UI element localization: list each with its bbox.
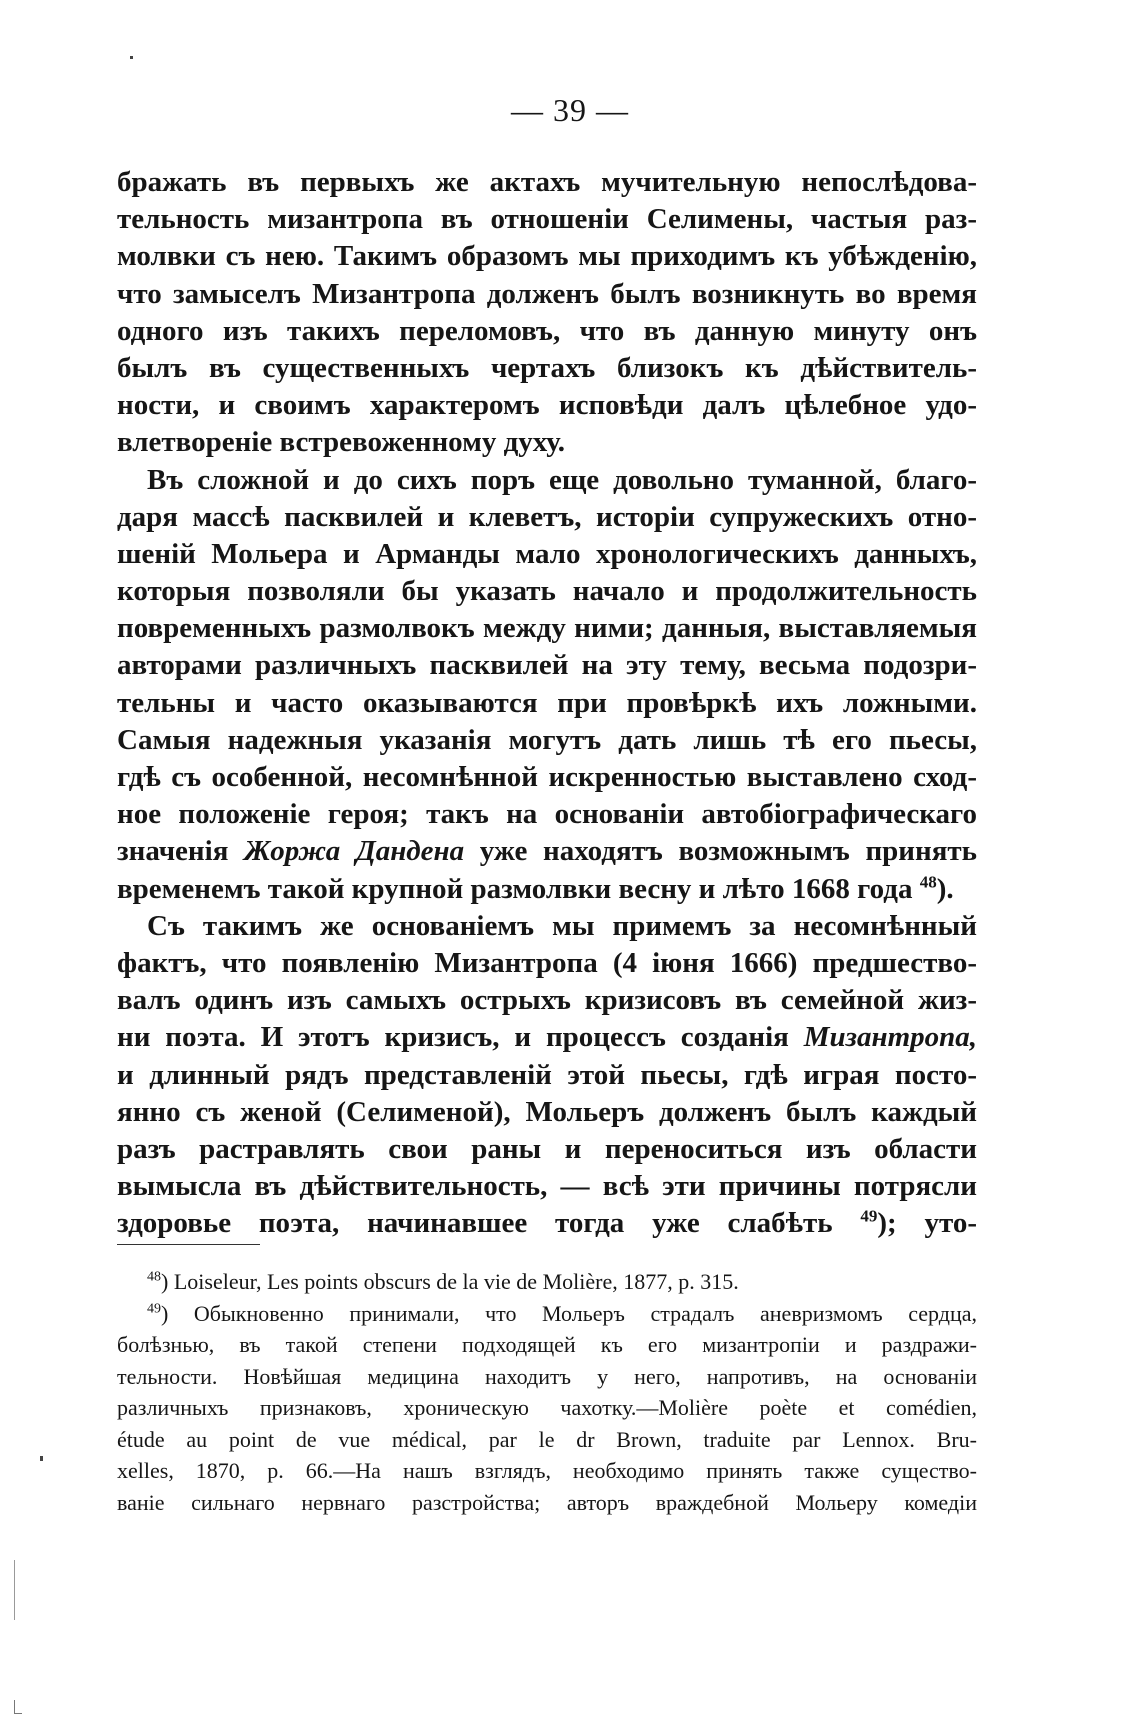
text-segment: ); уто- — [877, 1207, 977, 1240]
text-line: даря массѣ пасквилей и клеветъ, исторіи супружескихъ отно- — [117, 500, 977, 533]
footnotes — [117, 1266, 977, 1518]
italic-title: Мизантропа, — [803, 1021, 977, 1054]
italic-title: Жоржа Дандена — [244, 835, 465, 868]
text-line — [117, 1205, 977, 1242]
text-line: и длинный рядъ представленій этой пьесы, гдѣ играя посто- — [117, 1058, 977, 1091]
footnote-text: ) Loiseleur, Les points obscurs de la vie de Molière, 1877, p. 315. — [161, 1269, 739, 1294]
text-line: ности, и своимъ характеромъ исповѣди далъ цѣлебное удо- — [117, 389, 977, 422]
page-number: — 39 — — [511, 92, 629, 128]
text-line: шеній Мольера и Арманды мало хронологическихъ данныхъ, — [117, 537, 977, 570]
footnote-line: étude au point de vue médical, par le dr Brown, traduite par Lennox. Bru- — [117, 1426, 977, 1452]
text-segment: значенія — [117, 835, 229, 868]
text-line: гдѣ съ особенной, несомнѣнной искренностью выставлено сход- — [117, 761, 977, 793]
text-line: что замыселъ Мизантропа долженъ былъ возникнуть во время — [117, 277, 977, 310]
footnote-line: болѣзнью, въ такой степени подходящей къ его мизантропіи и раздражи- — [117, 1332, 977, 1357]
text-line: одного изъ такихъ переломовъ, что въ данную минуту онъ — [117, 314, 977, 347]
text-line: Самыя надежныя указанія могутъ дать лишь тѣ его пьесы, — [117, 723, 977, 756]
text-line: фактъ, что появленію Мизантропа (4 іюня 1666) предшество- — [117, 946, 977, 979]
text-line: которыя позволяли бы указать начало и продолжительность — [117, 575, 977, 608]
footnote-line: различныхъ признаковъ, хроническую чахотку.—Molière poète et comédien, — [117, 1395, 977, 1420]
text-segment: уже находятъ возможнымъ принять — [479, 835, 977, 868]
text-line: Съ такимъ же основаніемъ мы примемъ за несомнѣнный — [147, 909, 977, 942]
footnote-number: 48 — [147, 1269, 161, 1285]
text-line: Въ сложной и до сихъ поръ еще довольно туманной, благо- — [147, 463, 977, 496]
text-line: валъ одинъ изъ самыхъ острыхъ кризисовъ въ семейной жиз- — [117, 984, 977, 1017]
scan-edge-mark — [14, 1560, 15, 1620]
text-segment: временемъ такой крупной размолвки весну и лѣто 1668 года — [117, 872, 913, 905]
footnote-separator — [117, 1244, 260, 1245]
footnote-49 — [117, 1298, 977, 1330]
text-line: тельность мизантропа въ отношеніи Селимены, частыя раз- — [117, 203, 977, 236]
text-line — [117, 871, 977, 908]
footnote-line: тельности. Новѣйшая медицина находитъ у него, напротивъ, на основаніи — [117, 1363, 977, 1389]
text-line — [117, 1019, 977, 1056]
footnote-ref: 49 — [860, 1206, 878, 1226]
footnote-number: 49 — [147, 1301, 161, 1317]
scan-edge-mark — [14, 1713, 22, 1714]
text-line: тельны и часто оказываются при провѣркѣ ихъ ложными. — [117, 686, 977, 719]
text-line — [117, 833, 977, 870]
text-line: влетвореніе встревоженному духу. — [117, 426, 566, 459]
footnote-line: ваніе сильнаго нервнаго разстройства; авторъ враждебной Мольеру комедіи — [117, 1489, 977, 1515]
scan-speck — [130, 56, 133, 59]
scan-edge-mark — [14, 1700, 15, 1714]
text-line: былъ въ существенныхъ чертахъ близокъ къ дѣйствитель- — [117, 351, 977, 384]
footnote-ref: 48 — [919, 871, 937, 891]
text-line: ное положеніе героя; такъ на основаніи автобіографическаго — [117, 798, 977, 831]
text-line: молвки съ нею. Такимъ образомъ мы приходимъ къ убѣжденію, — [117, 240, 977, 273]
text-line: разъ растравлять свои раны и переноситься изъ области — [117, 1132, 977, 1165]
scan-speck — [40, 1456, 43, 1461]
text-line: бражать въ первыхъ же актахъ мучительную непослѣдова- — [117, 166, 977, 198]
text-segment: ). — [936, 872, 954, 905]
text-segment: ни поэта. И этотъ кризисъ, и процессъ созданія — [117, 1021, 789, 1054]
text-segment: здоровье поэта, начинавшее тогда уже слабѣть — [117, 1207, 833, 1240]
main-text — [117, 164, 977, 1242]
text-line: вымысла въ дѣйствительность, — всѣ эти причины потрясли — [117, 1170, 977, 1203]
text-line: повременныхъ размолвокъ между ними; данныя, выставляемыя — [117, 612, 977, 645]
footnote-line: xelles, 1870, p. 66.—На нашъ взглядъ, необходимо принять также существо- — [117, 1458, 977, 1483]
footnote-text: ) Обыкновенно принимали, что Мольеръ страдалъ аневризмомъ сердца, — [161, 1300, 977, 1326]
footnote-48 — [117, 1266, 977, 1298]
text-line: янно съ женой (Селименой), Мольеръ долженъ былъ каждый — [117, 1095, 977, 1128]
text-line: авторами различныхъ пасквилей на эту тему, весьма подозри- — [117, 649, 977, 682]
